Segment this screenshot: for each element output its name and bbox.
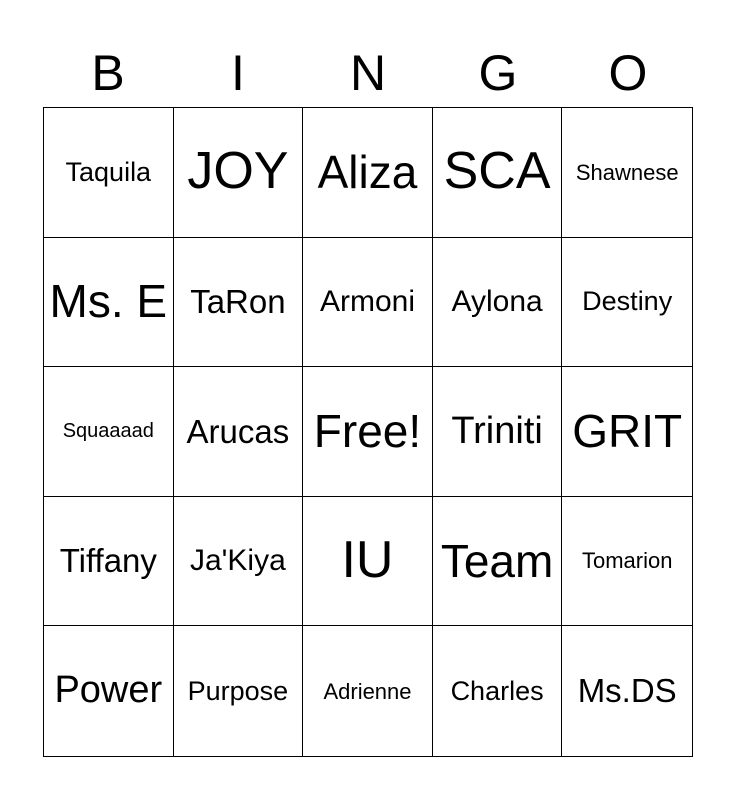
header-letter-o: O: [608, 45, 648, 101]
bingo-cell[interactable]: Ms. E: [44, 238, 174, 368]
bingo-cell[interactable]: Tiffany: [44, 497, 174, 627]
bingo-cell[interactable]: Charles: [433, 626, 563, 756]
bingo-header: [43, 40, 693, 106]
bingo-board: [43, 107, 693, 757]
bingo-cell[interactable]: Aliza: [303, 108, 433, 238]
bingo-cell[interactable]: Power: [44, 626, 174, 756]
bingo-cell[interactable]: Ms.DS: [577, 672, 677, 710]
free-space-cell[interactable]: Free!: [303, 367, 433, 497]
bingo-cell[interactable]: JOY: [174, 108, 304, 238]
bingo-cell[interactable]: Arucas: [174, 367, 304, 497]
bingo-cell[interactable]: Taquila: [44, 108, 174, 238]
bingo-cell[interactable]: Squaaaad: [44, 367, 174, 497]
bingo-cell[interactable]: Destiny: [562, 238, 692, 368]
bingo-cell[interactable]: TaRon: [174, 238, 304, 368]
header-letter-n: N: [349, 45, 387, 101]
header-letter-b: B: [91, 45, 125, 101]
bingo-cell[interactable]: Tomarion: [562, 497, 692, 627]
bingo-cell[interactable]: Armoni: [303, 238, 433, 368]
bingo-cell[interactable]: Aylona: [433, 238, 563, 368]
bingo-cell[interactable]: IU: [303, 497, 433, 627]
bingo-cell[interactable]: Triniti: [433, 367, 563, 497]
bingo-cell[interactable]: Adrienne: [303, 626, 433, 756]
bingo-cell[interactable]: SCA: [433, 108, 563, 238]
header-letter-i: I: [231, 45, 245, 101]
bingo-cell[interactable]: Ja'Kiya: [174, 497, 304, 627]
bingo-cell[interactable]: Purpose: [174, 626, 304, 756]
bingo-cell[interactable]: Shawnese: [562, 108, 692, 238]
header-letter-g: G: [478, 45, 518, 101]
bingo-cell[interactable]: GRIT: [562, 367, 692, 497]
bingo-cell[interactable]: Team: [433, 497, 563, 627]
